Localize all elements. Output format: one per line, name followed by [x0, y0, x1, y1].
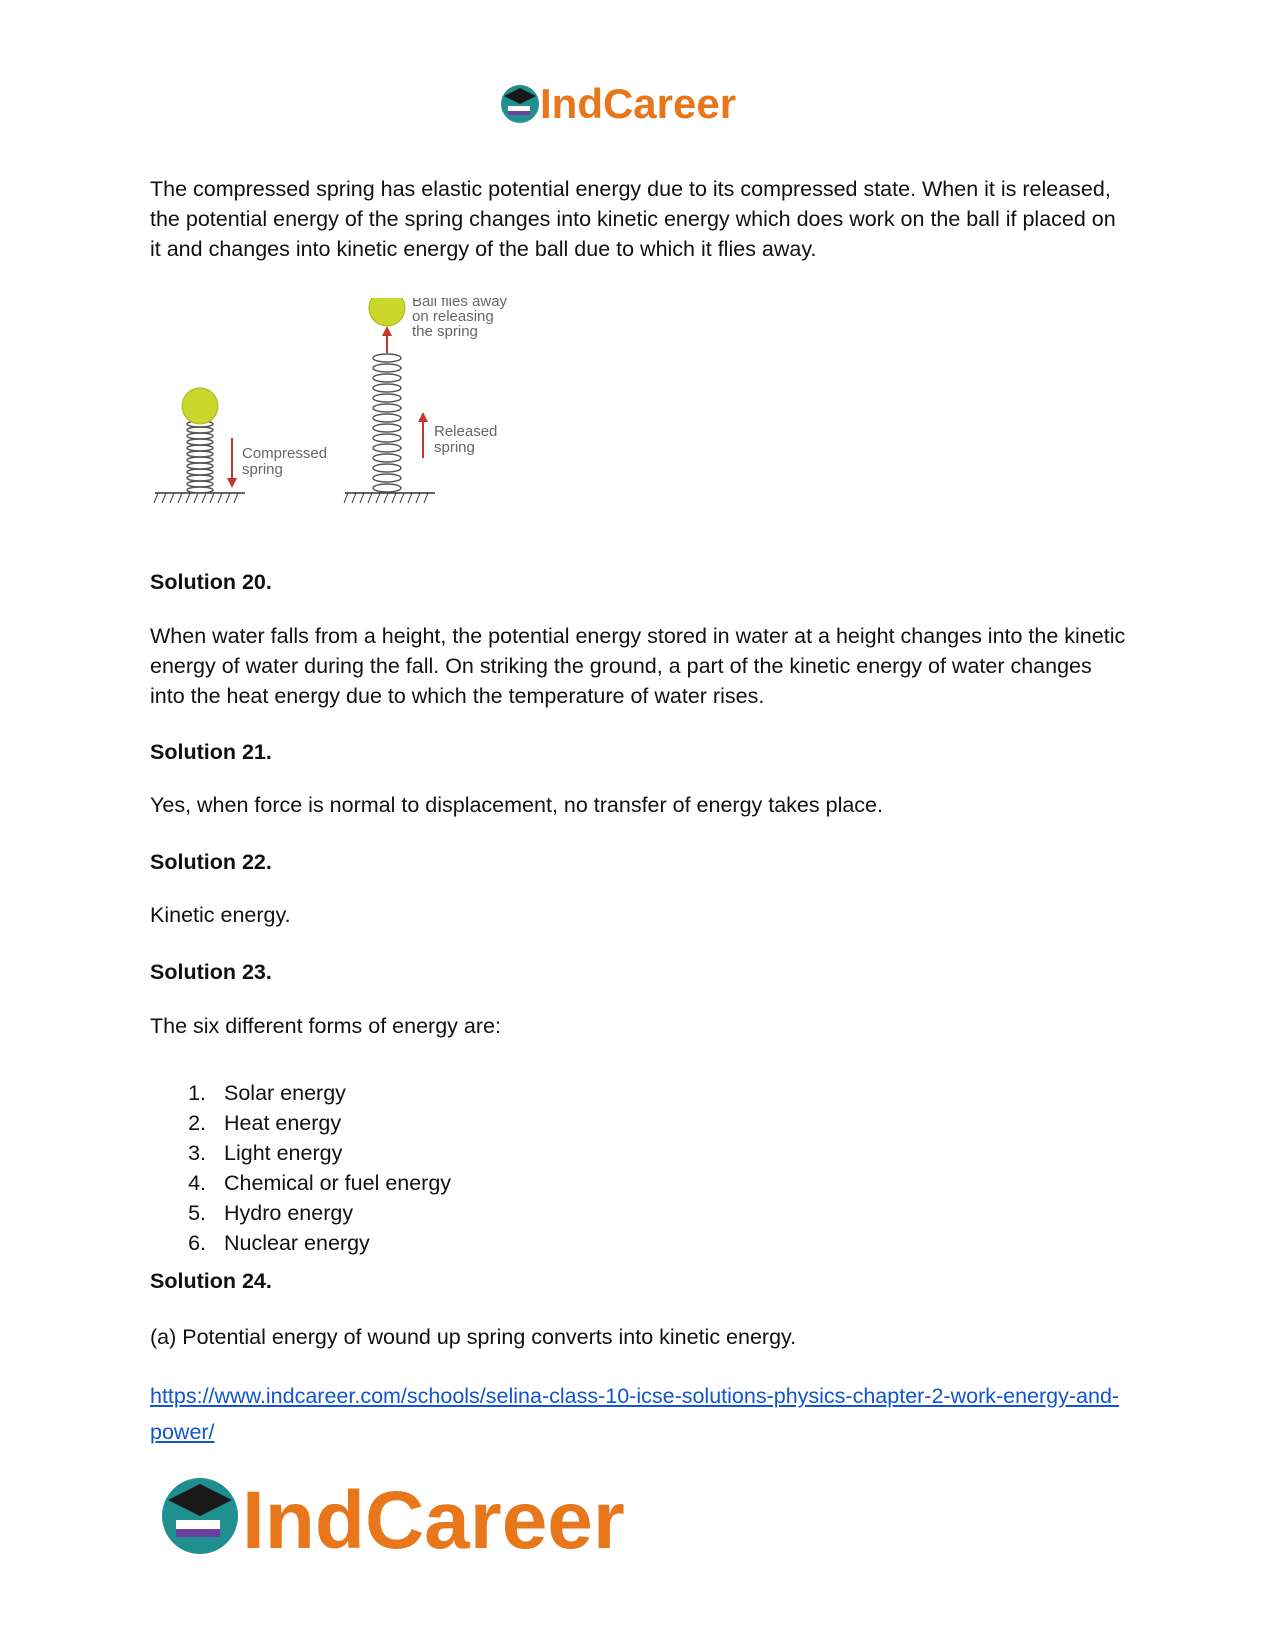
intro-paragraph: The compressed spring has elastic potential energy due to its compressed state. When it is released, the potential energy of the spring changes into kinetic energy which does work on the ball if placed on it and changes into kinetic energy of the ball due to which it flies away.: [150, 177, 1116, 261]
ball-label-line3: the spring: [412, 323, 478, 340]
solution-20-text: When water falls from a height, the potential energy stored in water at a height changes into the kinetic energy of water during the fall. On striking the ground, a part of the kinetic energy of water changes into the heat energy due to which the temperature of water rises.: [150, 624, 1126, 708]
solution-23-heading: Solution 23.: [150, 960, 272, 984]
list-item: 1. Solar energy: [188, 1081, 346, 1105]
ball-label-line1: Ball flies away: [412, 298, 508, 310]
list-item: 6. Nuclear energy: [188, 1231, 370, 1255]
compressed-spring: [154, 388, 327, 503]
list-item: 5. Hydro energy: [188, 1201, 354, 1225]
released-label-line2: spring: [434, 439, 475, 456]
indcareer-logo-bottom: [160, 1470, 705, 1570]
solution-22-heading: Solution 22.: [150, 850, 272, 874]
solution-24-text: (a) Potential energy of wound up spring converts into kinetic energy.: [150, 1325, 797, 1349]
indcareer-logo-top: [500, 78, 780, 134]
solution-21-heading: Solution 21.: [150, 740, 272, 764]
list-item: 2. Heat energy: [188, 1111, 342, 1135]
list-item: 4. Chemical or fuel energy: [188, 1171, 452, 1195]
compressed-label-line1: Compressed: [242, 445, 328, 462]
compressed-label-line2: spring: [242, 461, 283, 478]
solution-24-heading: Solution 24.: [150, 1269, 272, 1293]
ball-label-line2: on releasing: [412, 308, 494, 325]
solution-21-text: Yes, when force is normal to displacement, no transfer of energy takes place.: [150, 793, 883, 817]
solution-20-heading: Solution 20.: [150, 570, 272, 594]
energy-forms-list: [150, 1078, 451, 1258]
logo-text: IndCareer: [242, 1475, 625, 1566]
logo-text: IndCareer: [540, 80, 737, 127]
solution-23-text: The six different forms of energy are:: [150, 1014, 501, 1038]
source-link[interactable]: https://www.indcareer.com/schools/selina-class-10-icse-solutions-physics-chapter-2-work-energy-and-power/: [150, 1384, 1120, 1444]
solution-22-text: Kinetic energy.: [150, 903, 291, 927]
spring-diagram: [150, 298, 550, 538]
released-label-line1: Released: [434, 423, 498, 440]
released-spring: [344, 298, 508, 503]
list-item: 3. Light energy: [188, 1141, 343, 1165]
